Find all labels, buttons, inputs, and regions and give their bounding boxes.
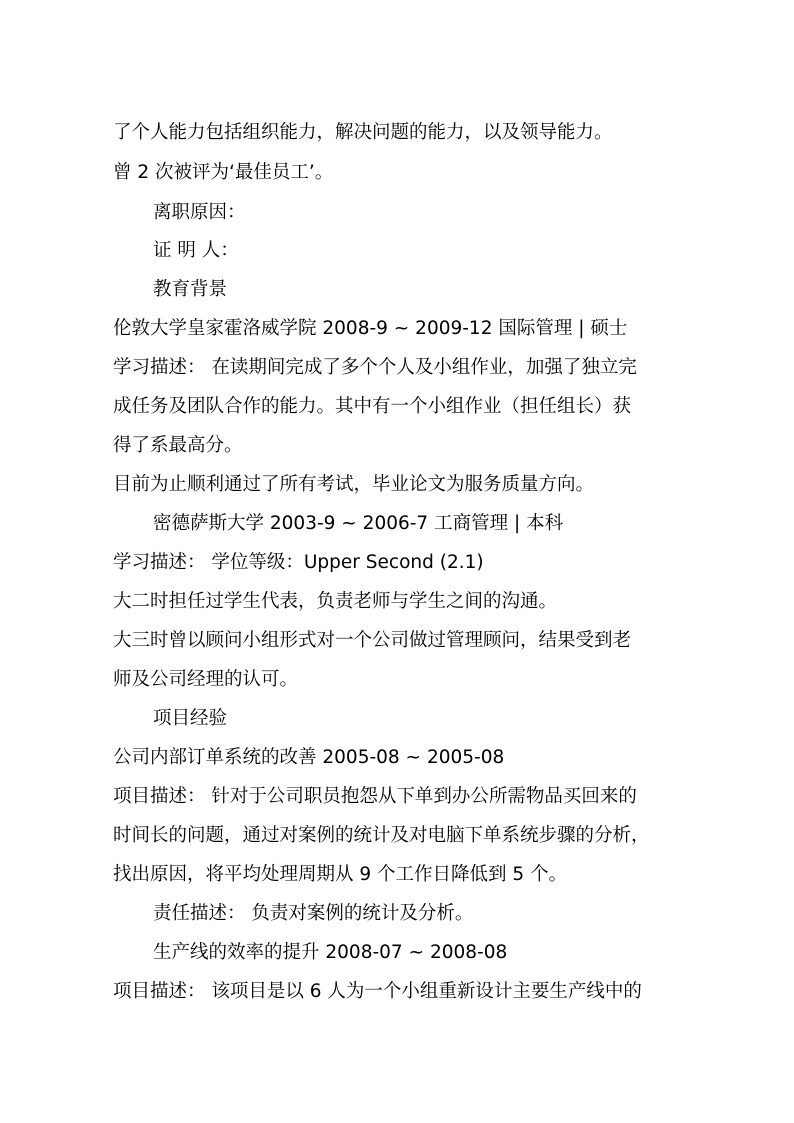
text-line: 学习描述： 学位等级：Upper Second (2.1) xyxy=(113,552,484,573)
text-line: 成任务及团队合作的能力。其中有一个小组作业（担任组长）获 xyxy=(113,396,632,417)
text-line: 时间长的问题，通过对案例的统计及对电脑下单系统步骤的分析， xyxy=(113,825,650,846)
text-line: 大三时曾以顾问小组形式对一个公司做过管理顾问，结果受到老 xyxy=(113,630,632,651)
text-line: 项目描述： 针对于公司职员抱怨从下单到办公所需物品买回来的 xyxy=(113,786,637,807)
education-entry: 密德萨斯大学 2003-9 ~ 2006-7 工商管理 | 本科 xyxy=(153,513,564,534)
text-line: 责任描述： 负责对案例的统计及分析。 xyxy=(153,903,474,924)
education-entry: 伦敦大学皇家霍洛威学院 2008-9 ~ 2009-12 国际管理 | 硕士 xyxy=(113,318,628,339)
text-line: 了个人能力包括组织能力，解决问题的能力，以及领导能力。 xyxy=(113,122,613,143)
project-entry: 公司内部订单系统的改善 2005-08 ~ 2005-08 xyxy=(113,747,505,768)
text-line: 学习描述： 在读期间完成了多个个人及小组作业，加强了独立完 xyxy=(113,357,637,378)
section-heading: 教育背景 xyxy=(153,279,228,300)
section-heading: 项目经验 xyxy=(153,708,228,729)
text-line: 目前为止顺利通过了所有考试，毕业论文为服务质量方向。 xyxy=(113,474,595,495)
text-line: 师及公司经理的认可。 xyxy=(113,669,299,690)
text-line: 大二时担任过学生代表，负责老师与学生之间的沟通。 xyxy=(113,591,558,612)
section-label: 离职原因： xyxy=(153,202,246,223)
text-line: 找出原因，将平均处理周期从 9 个工作日降低到 5 个。 xyxy=(113,864,568,885)
text-line: 项目描述： 该项目是以 6 人为一个小组重新设计主要生产线中的 xyxy=(113,981,642,1002)
text-line: 得了系最高分。 xyxy=(113,435,243,456)
section-label: 证 明 人： xyxy=(153,240,239,261)
text-line: 曾 2 次被评为‘最佳员工’。 xyxy=(113,162,334,183)
project-entry: 生产线的效率的提升 2008-07 ~ 2008-08 xyxy=(153,942,508,963)
